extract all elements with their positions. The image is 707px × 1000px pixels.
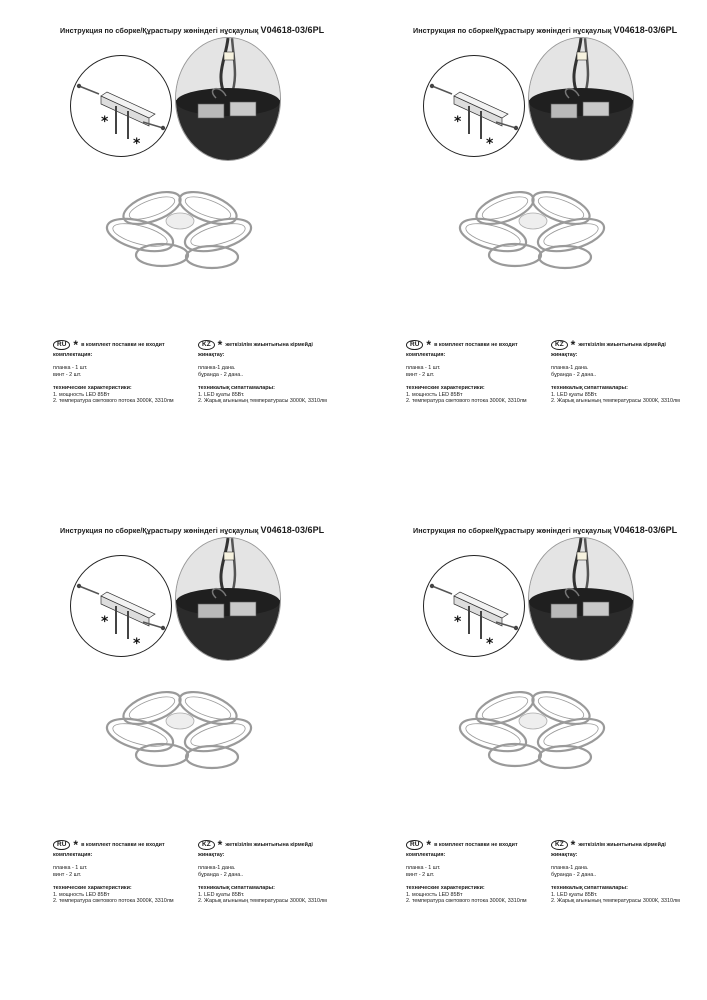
legend-ru: [406, 340, 548, 405]
star-icon: *: [454, 614, 462, 630]
star-icon: *: [73, 338, 79, 352]
kit-list: [53, 365, 195, 378]
star-icon: *: [101, 614, 109, 630]
ceiling-light-drawing: [453, 685, 608, 775]
kit-item: планка-1 дана.: [198, 865, 236, 872]
star-icon: *: [217, 838, 223, 852]
canopy-wiring-drawing: [529, 538, 633, 660]
star-icon: *: [133, 136, 141, 152]
star-icon: *: [101, 114, 109, 130]
specs-block: [406, 385, 548, 404]
canopy-wiring-drawing: [176, 538, 280, 660]
kit-label: жинақтау:: [198, 852, 225, 858]
spec-item: 2. Жарық ағынының температурасы 3000К, 3310лм: [198, 898, 327, 905]
title-text: Инструкция по сборке/Құрастыру жөніндегі нұсқаулық: [413, 526, 612, 535]
kit-item: планка-1 дана.: [551, 865, 589, 872]
bracket-drawing: [71, 56, 171, 156]
instruction-panel: [0, 0, 353, 500]
specs-label: технические характеристики:: [53, 885, 132, 892]
kit-item: планка - 1 шт.: [53, 865, 88, 872]
kit-item: бұранда - 2 дана..: [551, 371, 597, 378]
legend-kz: [198, 840, 350, 905]
kz-badge: KZ: [198, 340, 215, 350]
kit-item: планка - 1 шт.: [406, 865, 441, 872]
title-text: Инструкция по сборке/Құрастыру жөніндегі нұсқаулық: [60, 526, 259, 535]
specs-block: [198, 385, 350, 404]
model-number: V04618-03/6PL: [260, 25, 325, 35]
wiring-photo: [528, 537, 634, 661]
spec-item: 1. мощность LED 85Вт: [406, 391, 463, 398]
not-included-note: в комплект поставки не входит: [81, 341, 165, 348]
canopy-wiring-drawing: [176, 38, 280, 160]
instruction-panel: [0, 500, 353, 1000]
kit-label: жинақтау:: [551, 352, 578, 358]
specs-block: [551, 885, 703, 904]
canopy-wiring-drawing: [529, 38, 633, 160]
bracket-drawing: [424, 56, 524, 156]
mounting-bracket-diagram: [423, 555, 525, 657]
page-title: [60, 25, 324, 35]
specs-block: [198, 885, 350, 904]
specs-label: технические характеристики:: [406, 385, 485, 392]
legend-kz: [551, 840, 703, 905]
kit-list: [406, 365, 548, 378]
spec-item: 1. мощность LED 85Вт: [406, 891, 463, 898]
spec-item: 2. Жарық ағынының температурасы 3000К, 3310лм: [198, 398, 327, 405]
ru-badge: RU: [53, 840, 70, 850]
kit-list: [406, 865, 548, 878]
kit-label: комплектация:: [53, 352, 93, 358]
kit-label: жинақтау:: [551, 852, 578, 858]
star-icon: *: [73, 838, 79, 852]
specs-label: техникалық сипаттамалары:: [551, 385, 628, 392]
mounting-bracket-diagram: [423, 55, 525, 157]
not-included-note: жеткізілім жиынтығына кірмейді: [225, 341, 313, 348]
bracket-drawing: [71, 556, 171, 656]
mounting-bracket-diagram: [70, 555, 172, 657]
kit-item: бұранда - 2 дана..: [198, 871, 244, 878]
spec-item: 1. LED қуаты 85Вт.: [198, 891, 245, 898]
legend-ru: [53, 340, 195, 405]
spec-item: 2. Жарық ағынының температурасы 3000К, 3310лм: [551, 398, 680, 405]
star-icon: *: [570, 338, 576, 352]
spec-item: 1. мощность LED 85Вт: [53, 891, 110, 898]
kz-badge: KZ: [551, 840, 568, 850]
mounting-bracket-diagram: [70, 55, 172, 157]
spec-item: 1. LED қуаты 85Вт.: [551, 891, 598, 898]
page-title: [413, 525, 677, 535]
spec-item: 1. LED қуаты 85Вт.: [551, 391, 598, 398]
ceiling-light-drawing: [453, 185, 608, 275]
star-icon: *: [217, 338, 223, 352]
model-number: V04618-03/6PL: [260, 525, 325, 535]
specs-label: техникалық сипаттамалары:: [198, 885, 275, 892]
kit-label: жинақтау:: [198, 352, 225, 358]
fixture-illustration: [100, 185, 255, 275]
page-title: [60, 525, 324, 535]
kit-item: винт - 2 шт.: [406, 871, 435, 878]
specs-block: [551, 385, 703, 404]
kit-list: [53, 865, 195, 878]
title-text: Инструкция по сборке/Құрастыру жөніндегі нұсқаулық: [413, 26, 612, 35]
model-number: V04618-03/6PL: [613, 25, 678, 35]
kit-list: [551, 365, 703, 378]
specs-label: технические характеристики:: [53, 385, 132, 392]
ceiling-light-drawing: [100, 185, 255, 275]
kit-item: бұранда - 2 дана..: [198, 371, 244, 378]
star-icon: *: [570, 838, 576, 852]
star-icon: *: [426, 838, 432, 852]
specs-label: техникалық сипаттамалары:: [198, 385, 275, 392]
kit-list: [551, 865, 703, 878]
ru-badge: RU: [53, 340, 70, 350]
star-icon: *: [486, 136, 494, 152]
kit-list: [198, 865, 350, 878]
fixture-illustration: [453, 685, 608, 775]
spec-item: 2. температура светового потока 3000К, 3310лм: [53, 398, 174, 405]
ru-badge: RU: [406, 840, 423, 850]
fixture-illustration: [453, 185, 608, 275]
spec-item: 1. LED қуаты 85Вт.: [198, 391, 245, 398]
legend-kz: [551, 340, 703, 405]
spec-item: 2. температура светового потока 3000К, 3310лм: [406, 398, 527, 405]
wiring-photo: [175, 37, 281, 161]
legend-ru: [53, 840, 195, 905]
kit-label: комплектация:: [406, 352, 446, 358]
spec-item: 1. мощность LED 85Вт: [53, 391, 110, 398]
specs-block: [53, 385, 195, 404]
spec-item: 2. Жарық ағынының температурасы 3000К, 3310лм: [551, 898, 680, 905]
fixture-illustration: [100, 685, 255, 775]
instruction-panel: [353, 500, 706, 1000]
wiring-photo: [175, 537, 281, 661]
specs-label: технические характеристики:: [406, 885, 485, 892]
star-icon: *: [133, 636, 141, 652]
star-icon: *: [454, 114, 462, 130]
not-included-note: жеткізілім жиынтығына кірмейді: [578, 841, 666, 848]
legend-ru: [406, 840, 548, 905]
kit-list: [198, 365, 350, 378]
specs-block: [53, 885, 195, 904]
model-number: V04618-03/6PL: [613, 525, 678, 535]
legend-kz: [198, 340, 350, 405]
kit-item: винт - 2 шт.: [53, 371, 82, 378]
not-included-note: жеткізілім жиынтығына кірмейді: [578, 341, 666, 348]
instruction-panel: [353, 0, 706, 500]
title-text: Инструкция по сборке/Құрастыру жөніндегі нұсқаулық: [60, 26, 259, 35]
page-title: [413, 25, 677, 35]
kit-item: планка-1 дана.: [551, 365, 589, 372]
spec-item: 2. температура светового потока 3000К, 3310лм: [53, 898, 174, 905]
specs-label: техникалық сипаттамалары:: [551, 885, 628, 892]
star-icon: *: [486, 636, 494, 652]
not-included-note: жеткізілім жиынтығына кірмейді: [225, 841, 313, 848]
not-included-note: в комплект поставки не входит: [434, 341, 518, 348]
kit-item: бұранда - 2 дана..: [551, 871, 597, 878]
kz-badge: KZ: [551, 340, 568, 350]
specs-block: [406, 885, 548, 904]
kz-badge: KZ: [198, 840, 215, 850]
ru-badge: RU: [406, 340, 423, 350]
not-included-note: в комплект поставки не входит: [81, 841, 165, 848]
spec-item: 2. температура светового потока 3000К, 3310лм: [406, 898, 527, 905]
kit-item: винт - 2 шт.: [53, 871, 82, 878]
kit-item: планка-1 дана.: [198, 365, 236, 372]
not-included-note: в комплект поставки не входит: [434, 841, 518, 848]
wiring-photo: [528, 37, 634, 161]
kit-label: комплектация:: [53, 852, 93, 858]
kit-label: комплектация:: [406, 852, 446, 858]
star-icon: *: [426, 338, 432, 352]
kit-item: планка - 1 шт.: [406, 365, 441, 372]
kit-item: винт - 2 шт.: [406, 371, 435, 378]
bracket-drawing: [424, 556, 524, 656]
kit-item: планка - 1 шт.: [53, 365, 88, 372]
ceiling-light-drawing: [100, 685, 255, 775]
